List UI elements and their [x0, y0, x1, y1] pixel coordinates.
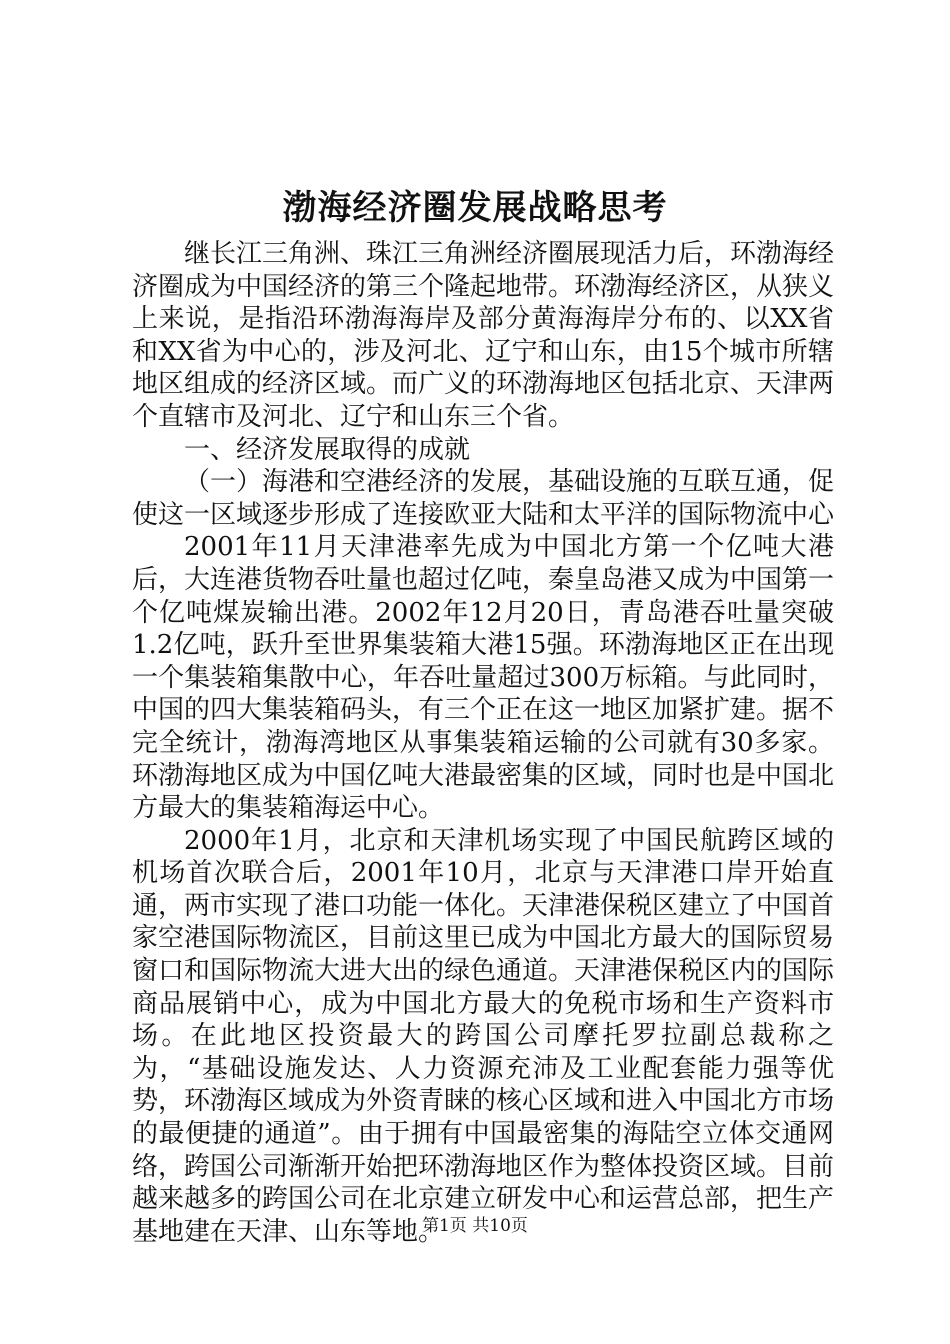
document-body — [132, 238, 834, 1248]
paragraph-ports: 2001年11月天津港率先成为中国北方第一个亿吨大港后，大连港货物吞吐量也超过亿吨，秦皇岛港又成为中国第一个亿吨煤炭输出港。2002年12月20日，青岛港吞吐量突破1.2亿吨，跃升至世界集装箱大港15强。环渤海地区正在出现一个集装箱集散中心，年吞吐量超过300万标箱。与此同时，中国的四大集装箱码头，有三个正在这一地区加紧扩建。据不完全统计，渤海湾地区从事集装箱运输的公司就有30多家。环渤海地区成为中国亿吨大港最密集的区域，同时也是中国北方最大的集装箱海运中心。 — [132, 532, 835, 824]
paragraph-intro: 继长江三角洲、珠江三角洲经济圈展现活力后，环渤海经济圈成为中国经济的第三个隆起地带。环渤海经济区，从狭义上来说，是指沿环渤海海岸及部分黄海海岸分布的、以XX省和XX省为中心的，涉及河北、辽宁和山东，由15个城市所辖地区组成的经济区域。而广义的环渤海地区包括北京、天津两个直辖市及河北、辽宁和山东三个省。 — [132, 239, 835, 432]
section-heading: 一、经济发展取得的成就 — [184, 434, 471, 465]
document-title: 渤海经济圈发展战略思考 — [282, 188, 668, 228]
page-number: 第1页 共10页 — [422, 1216, 528, 1236]
subsection-heading: （一）海港和空港经济的发展，基础设施的互联互通，促使这一区域逐步形成了连接欧亚大陆和太平洋的国际物流中心 — [132, 467, 835, 530]
paragraph-airports: 2000年1月，北京和天津机场实现了中国民航跨区域的机场首次联合后，2001年10月，北京与天津港口岸开始直通，两市实现了港口功能一体化。天津港保税区建立了中国首家空港国际物流区，目前这里已成为中国北方最大的国际贸易窗口和国际物流大进大出的绿色通道。天津港保税区内的国际商品展销中心，成为中国北方最大的免税市场和生产资料市场。在此地区投资最大的跨国公司摩托罗拉副总裁称之为，“基础设施发达、人力资源充沛及工业配套能力强等优势，环渤海区域成为外资青睐的核心区域和进入中国北方市场的最便捷的通道”。由于拥有中国最密集的海陆空立体交通网络，跨国公司渐渐开始把环渤海地区作为整体投资区域。目前越来越多的跨国公司在北京建立研发中心和运营总部，把生产基地建在天津、山东等地。 — [132, 825, 835, 1247]
